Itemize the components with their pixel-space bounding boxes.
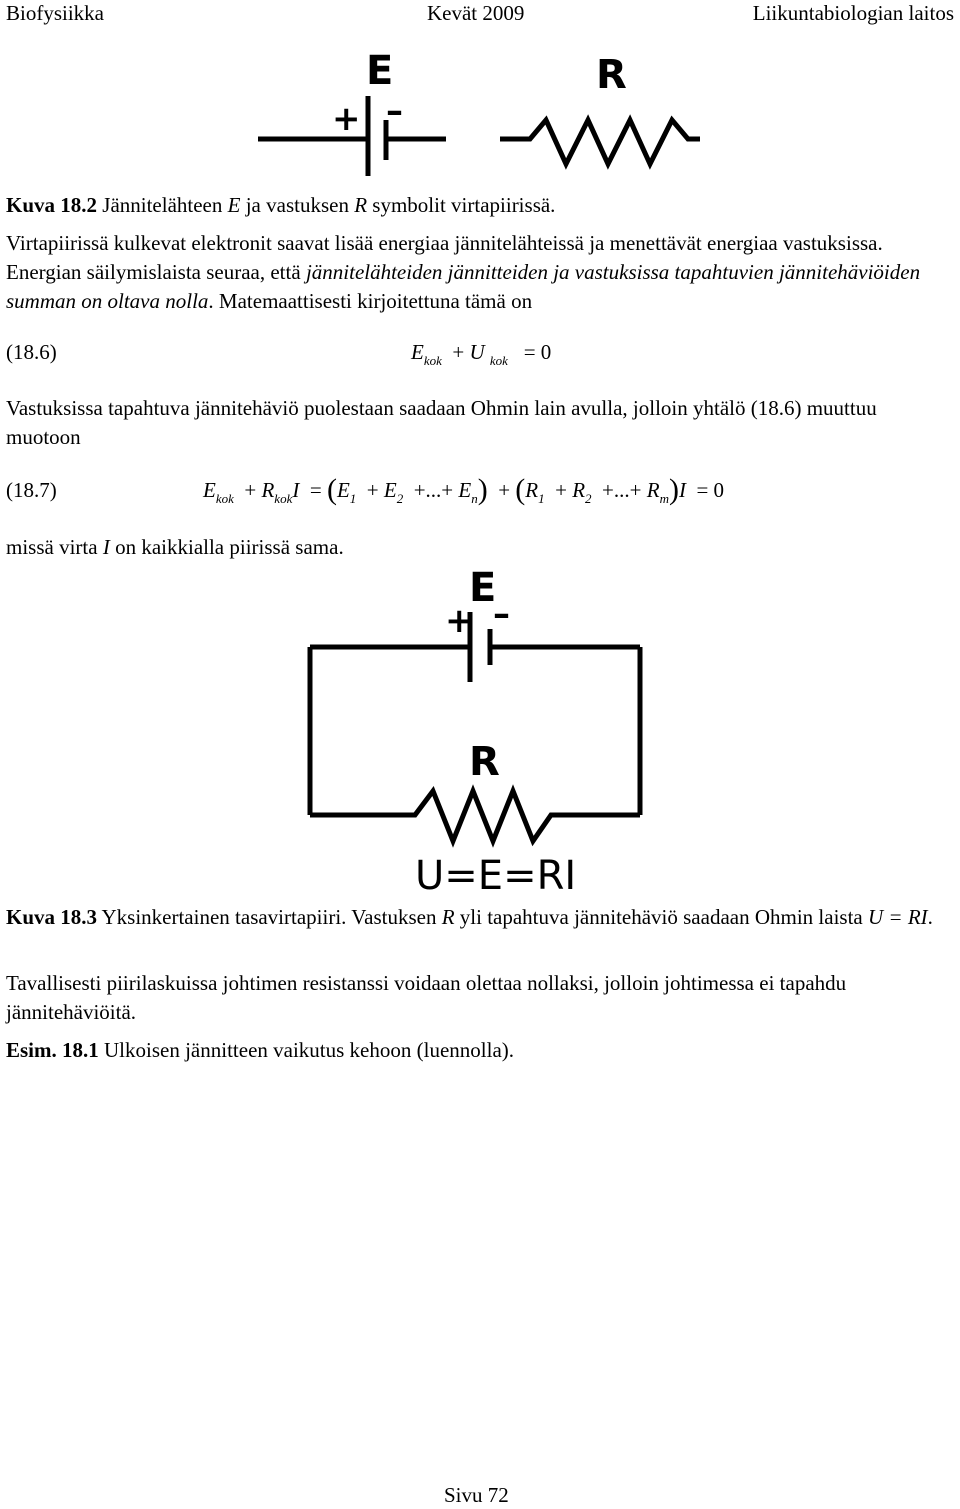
page-number: Sivu 72 [444, 1483, 509, 1507]
equation-number-18-7: (18.7) [6, 478, 57, 502]
eq-subscript: 1 [349, 491, 357, 506]
eq-var: R [525, 478, 539, 502]
eq-subscript: kok [423, 353, 442, 368]
eq-var: E [336, 478, 350, 502]
paragraph-text: on kaikkialla piirissä sama. [109, 535, 344, 559]
battery-symbol-label: E [366, 50, 394, 94]
equation-18-7 [203, 473, 725, 506]
paragraph-text: . Matemaattisesti kirjoitettuna tämä on [208, 289, 533, 313]
caption-text: Yksinkertainen tasavirtapiiri. Vastuksen [97, 905, 442, 929]
resistor-symbol [500, 120, 700, 164]
caption-var-r: R [354, 193, 368, 217]
paragraph-text: missä virta [6, 535, 103, 559]
header-course: Biofysiikka [6, 1, 104, 25]
figure-caption-18-3 [6, 903, 956, 932]
eq-operator: = [309, 478, 322, 502]
resistor-symbol [310, 791, 640, 841]
ohms-law-label: U=E=RI [415, 853, 577, 899]
eq-operator: + [452, 340, 465, 364]
eq-operator: + [413, 478, 426, 502]
battery-symbol-label: E [469, 565, 497, 611]
eq-subscript: kok [489, 353, 508, 368]
eq-var: R [261, 478, 275, 502]
paragraph-var: I [102, 535, 110, 559]
caption-label: Kuva 18.2 [6, 193, 98, 217]
eq-rhs: = 0 [696, 478, 725, 502]
header-term: Kevät 2009 [427, 1, 525, 25]
eq-subscript: 2 [585, 491, 592, 506]
caption-text: yli tapahtuva jännitehäviö saadaan Ohmin laista [454, 905, 868, 929]
paragraph-emphasis: jännitelähteiden jännitteiden ja vastuksissa tapahtuvien jännitehäviöiden summan on oltava nolla [6, 260, 921, 313]
paragraph-text: Virtapiirissä kulkevat elektronit saavat lisää energiaa jännitelähteissä ja menettävät energiaa vastuksissa. Energian säilymislaista seuraa, että [6, 231, 883, 284]
eq-var: R [572, 478, 586, 502]
plus-sign: + [445, 601, 474, 641]
eq-ellipsis: ... [425, 478, 442, 502]
header-department: Liikuntabiologian laitos [752, 1, 954, 25]
eq-paren: ( [326, 473, 337, 506]
eq-operator: + [555, 478, 567, 502]
caption-text: . [927, 905, 933, 929]
figure-caption-18-2 [6, 191, 555, 219]
eq-paren: ) [477, 473, 488, 506]
eq-var: E [458, 478, 472, 502]
caption-formula: U = RI [868, 905, 928, 929]
eq-operator: + [441, 478, 454, 502]
eq-var: E [203, 478, 216, 502]
eq-operator: + [602, 478, 614, 502]
example-text: Ulkoisen jännitteen vaikutus kehoon (luennolla). [98, 1038, 515, 1062]
caption-text: symbolit virtapiirissä. [367, 193, 556, 217]
caption-text: Jännitelähteen [97, 193, 228, 217]
eq-var: U [469, 340, 485, 364]
eq-operator: + [498, 478, 511, 502]
resistor-symbol-label: R [469, 739, 500, 785]
caption-text: ja vastuksen [240, 193, 355, 217]
eq-var: I [678, 478, 686, 502]
eq-rhs: = 0 [523, 340, 552, 364]
eq-var: E [383, 478, 397, 502]
example-18-1 [6, 1036, 956, 1065]
eq-operator: + [244, 478, 257, 502]
caption-var-e: E [227, 193, 241, 217]
eq-var: I [292, 478, 300, 502]
eq-paren: ( [515, 473, 526, 506]
caption-var-r: R [441, 905, 455, 929]
minus-sign: – [493, 594, 510, 634]
eq-subscript: m [659, 491, 669, 506]
equation-number-18-6: (18.6) [6, 340, 57, 364]
eq-subscript: kok [215, 491, 234, 506]
eq-operator: + [629, 478, 642, 502]
resistor-symbol-label: R [596, 52, 627, 98]
caption-label: Kuva 18.3 [6, 905, 98, 929]
paragraph-current [6, 533, 956, 562]
symbols-figure [250, 50, 720, 190]
circuit-wires [310, 612, 640, 841]
eq-var: R [646, 478, 660, 502]
equation-18-6 [411, 340, 552, 368]
paragraph-wire-resistance: Tavallisesti piirilaskuissa johtimen resistanssi voidaan olettaa nollaksi, jolloin johtimessa ei tapahdu jännitehäviöitä. [6, 971, 847, 1024]
eq-paren: ) [668, 473, 679, 506]
eq-subscript: kok [274, 491, 293, 506]
eq-subscript: n [471, 491, 478, 506]
example-label: Esim. 18.1 [6, 1038, 99, 1062]
eq-subscript: 2 [396, 491, 404, 506]
paragraph-ohms-law: Vastuksissa tapahtuva jännitehäviö puolestaan saadaan Ohmin lain avulla, jolloin yhtälö (18.6) muuttuu muotoon [6, 396, 877, 449]
eq-operator: + [366, 478, 379, 502]
plus-sign: + [332, 99, 361, 139]
minus-sign: – [386, 91, 403, 131]
paragraph-energy-conservation [6, 229, 956, 316]
eq-ellipsis: ... [613, 478, 630, 502]
eq-var: E [411, 340, 424, 364]
circuit-figure [295, 565, 665, 900]
eq-subscript: 1 [538, 491, 545, 506]
